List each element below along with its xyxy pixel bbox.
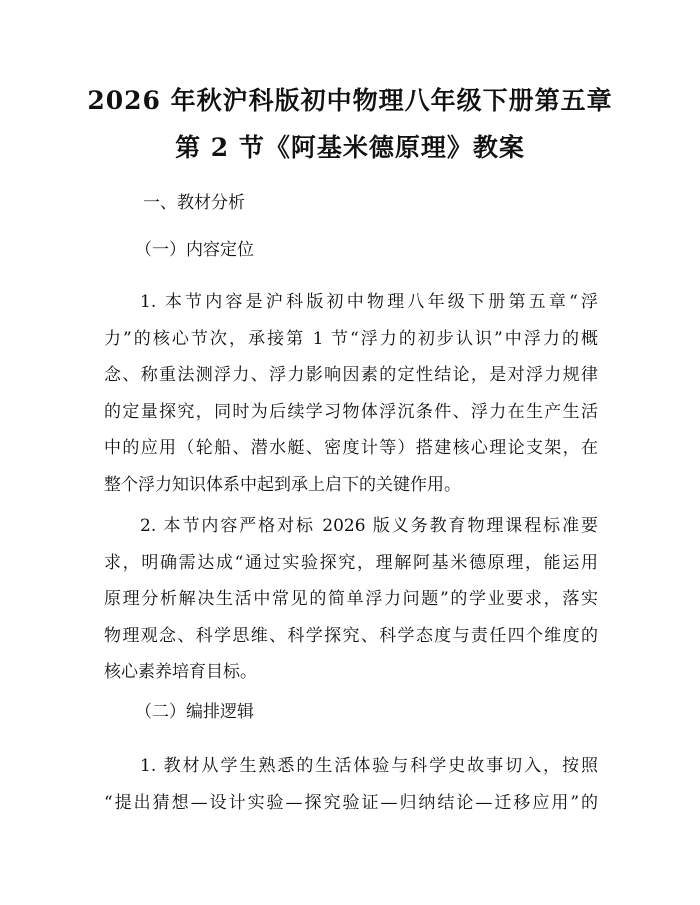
paragraph-line: 中的应用（轮船、潜水艇、密度计等）搭建核心理论支架，在 bbox=[104, 438, 598, 458]
subsection-heading-content-positioning: （一）内容定位 bbox=[135, 240, 254, 260]
paragraph-line: 原理分析解决生活中常见的简单浮力问题”的学业要求，落实 bbox=[104, 589, 598, 609]
paragraph-line: 的定量探究，同时为后续学习物体浮沉条件、浮力在生产生活 bbox=[104, 401, 598, 422]
paragraph-line: 1. 本节内容是沪科版初中物理八年级下册第五章“浮 bbox=[140, 292, 598, 312]
paragraph-line: “提出猜想—设计实验—探究验证—归纳结论—迁移应用”的 bbox=[104, 792, 598, 813]
paragraph-line: 物理观念、科学思维、科学探究、科学态度与责任四个维度的 bbox=[104, 625, 598, 646]
section-heading-textbook-analysis: 一、教材分析 bbox=[143, 193, 245, 213]
paragraph-line: 求，明确需达成“通过实验探究，理解阿基米德原理，能运用 bbox=[104, 552, 598, 573]
subsection-heading-arrangement-logic: （二）编排逻辑 bbox=[135, 702, 254, 722]
paragraph-content-positioning-2 bbox=[104, 508, 598, 691]
paragraph-line: 力”的核心节次，承接第 1 节“浮力的初步认识”中浮力的概 bbox=[104, 328, 598, 349]
document-title-line-1: 2026 年秋沪科版初中物理八年级下册第五章 bbox=[87, 86, 613, 115]
paragraph-line: 整个浮力知识体系中起到承上启下的关键作用。 bbox=[104, 474, 461, 495]
paragraph-arrangement-logic-1 bbox=[104, 748, 598, 821]
paragraph-line: 核心素养培育目标。 bbox=[104, 662, 257, 682]
paragraph-line: 2. 本节内容严格对标 2026 版义务教育物理课程标准要 bbox=[140, 516, 598, 536]
paragraph-line: 1. 教材从学生熟悉的生活体验与科学史故事切入，按照 bbox=[140, 756, 598, 776]
paragraph-content-positioning-1 bbox=[104, 284, 598, 503]
document-title-line-2: 第 2 节《阿基米德原理》教案 bbox=[175, 133, 525, 162]
paragraph-line: 念、称重法测浮力、浮力影响因素的定性结论，是对浮力规律 bbox=[104, 365, 598, 385]
